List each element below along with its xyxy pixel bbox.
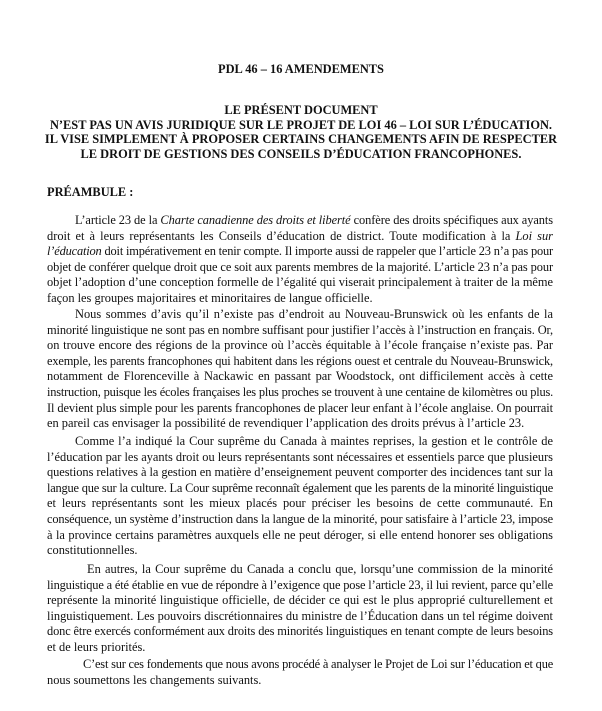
paragraph-3: [47, 434, 553, 559]
paragraph-line: En autres, la Cour suprême du Canada a conclu que, lorsqu’une commission de la minorité: [87, 562, 553, 576]
paragraph-line: l’éducation doit impérativement en tenir compte. Il importe aussi de rappeler que l’article 23 n’a pas pour: [47, 244, 553, 259]
paragraph-line: façon les groupes majoritaires et minoritaires de langue officielle.: [47, 290, 373, 305]
notice-line: N’EST PAS UN AVIS JURIDIQUE SUR LE PROJET DE LOI 46 – LOI SUR L’ÉDUCATION.: [49, 117, 553, 132]
paragraph-line: Il devient plus simple pour les parents francophones de placer leur enfant à l’école anglaise. On pourrait: [47, 400, 553, 415]
paragraph-line: minorité linguistique ne sont pas en nombre suffisant pour justifier l’accès à l’instruction en français. Or,: [47, 322, 553, 337]
paragraph-line: donc être exercés conformément aux droits des minorités linguistiques en tenant compte de leurs besoins: [47, 624, 553, 639]
paragraph-line: on trouve encore des régions de la province où l’accès équitable à l’école française n’existe pas. Par: [47, 338, 553, 353]
paragraph-line: Nous sommes d’avis qu’il n’existe pas d’endroit au Nouveau-Brunswick où les enfants de la: [75, 307, 553, 321]
paragraph-line: en pareil cas envisager la possibilité de revendiquer l’application des droits prévus à l’article 23.: [47, 416, 525, 431]
legal-notice: [40, 103, 562, 161]
paragraph-line: nous soumettons les changements suivants.: [47, 672, 262, 687]
paragraph-2: [47, 307, 553, 432]
paragraph-line: instruction, puisque les écoles françaises les plus proches se trouvent à une centaine de kilomètres ou plus.: [47, 384, 553, 399]
paragraph-line: questions relatives à la gestion en matière d’enseignement peuvent comporter des incidences tant sur la: [47, 465, 553, 480]
paragraph-line: notamment de Florenceville à Nackawic en passant par Woodstock, ont difficilement accès à cette: [47, 369, 553, 384]
paragraph-5: [47, 657, 553, 688]
paragraph-line: Comme l’a indiqué la Cour suprême du Canada à maintes reprises, la gestion et le contrôle de: [75, 434, 553, 448]
italic-title: l’éducation: [47, 244, 102, 259]
paragraph-line: et de leurs priorités.: [47, 639, 146, 654]
paragraph-line: linguistique a été établie en vue de répondre à l’exigence que pose l’article 23, il lui revient, parce qu’elle: [47, 577, 553, 592]
paragraph-1: [47, 213, 553, 307]
paragraph-line: langue que sur la culture. La Cour suprême reconnaît également que les parents de la minorité linguistique: [47, 480, 553, 495]
paragraph-line: et leurs représentants sont les mieux placés pour préciser les besoins de cette communauté. En: [47, 496, 553, 511]
paragraph-line: exemple, les parents francophones qui habitent dans les régions ouest et centrale du Nouveau-Brunswick,: [47, 353, 553, 368]
italic-title: Loi sur: [515, 228, 553, 243]
italic-title: Charte canadienne des droits et liberté: [160, 213, 351, 227]
paragraph-line: linguistiquement. Les pouvoirs discrétionnaires du ministre de l’Éducation dans un tel régime doivent: [47, 608, 553, 623]
paragraph-line: objet de conférer quelque droit que ce soit aux parents membres de la majorité. L’article 23 n’a pas pour: [47, 259, 553, 274]
paragraph-line: représente la minorité linguistique officielle, de décider ce qui est le plus approprié culturellement et: [47, 593, 553, 608]
paragraph-line: C’est sur ces fondements que nous avons procédé à analyser le Projet de Loi sur l’éducation et que: [83, 657, 553, 671]
paragraph-line: l’éducation par les ayants droit ou leurs représentants sont nécessaires et essentiels parce que plusieurs: [47, 449, 553, 464]
paragraph-line: droit et à leurs représentants les Conseils d’éducation de district. Toute modification à la Loi sur: [47, 228, 553, 243]
notice-line: LE DROIT DE GESTIONS DES CONSEILS D’ÉDUCATION FRANCOPHONES.: [80, 146, 522, 161]
paragraph-line: constitutionnelles.: [47, 543, 138, 558]
paragraph-line: conséquence, un système d’instruction dans la langue de la minorité, pour satisfaire à l’article 23, impose: [47, 511, 553, 526]
paragraph-4: [47, 562, 553, 656]
paragraph-line: objet l’adoption d’une conception formelle de l’égalité qui viserait principalement à traiter de la même: [47, 275, 553, 290]
notice-line: IL VISE SIMPLEMENT À PROPOSER CERTAINS CHANGEMENTS AFIN DE RESPECTER: [44, 132, 558, 147]
paragraph-line: à la province certains paramètres auxquels elle ne peut déroger, si elle entend honorer ses obligations: [47, 527, 553, 542]
preamble-heading: PRÉAMBULE :: [47, 185, 134, 199]
paragraph-line: L’article 23 de la Charte canadienne des droits et liberté confère des droits spécifiques aux ayants: [75, 213, 553, 227]
notice-line: LE PRÉSENT DOCUMENT: [224, 103, 378, 117]
document-title: PDL 46 – 16 AMENDEMENTS: [218, 62, 384, 76]
